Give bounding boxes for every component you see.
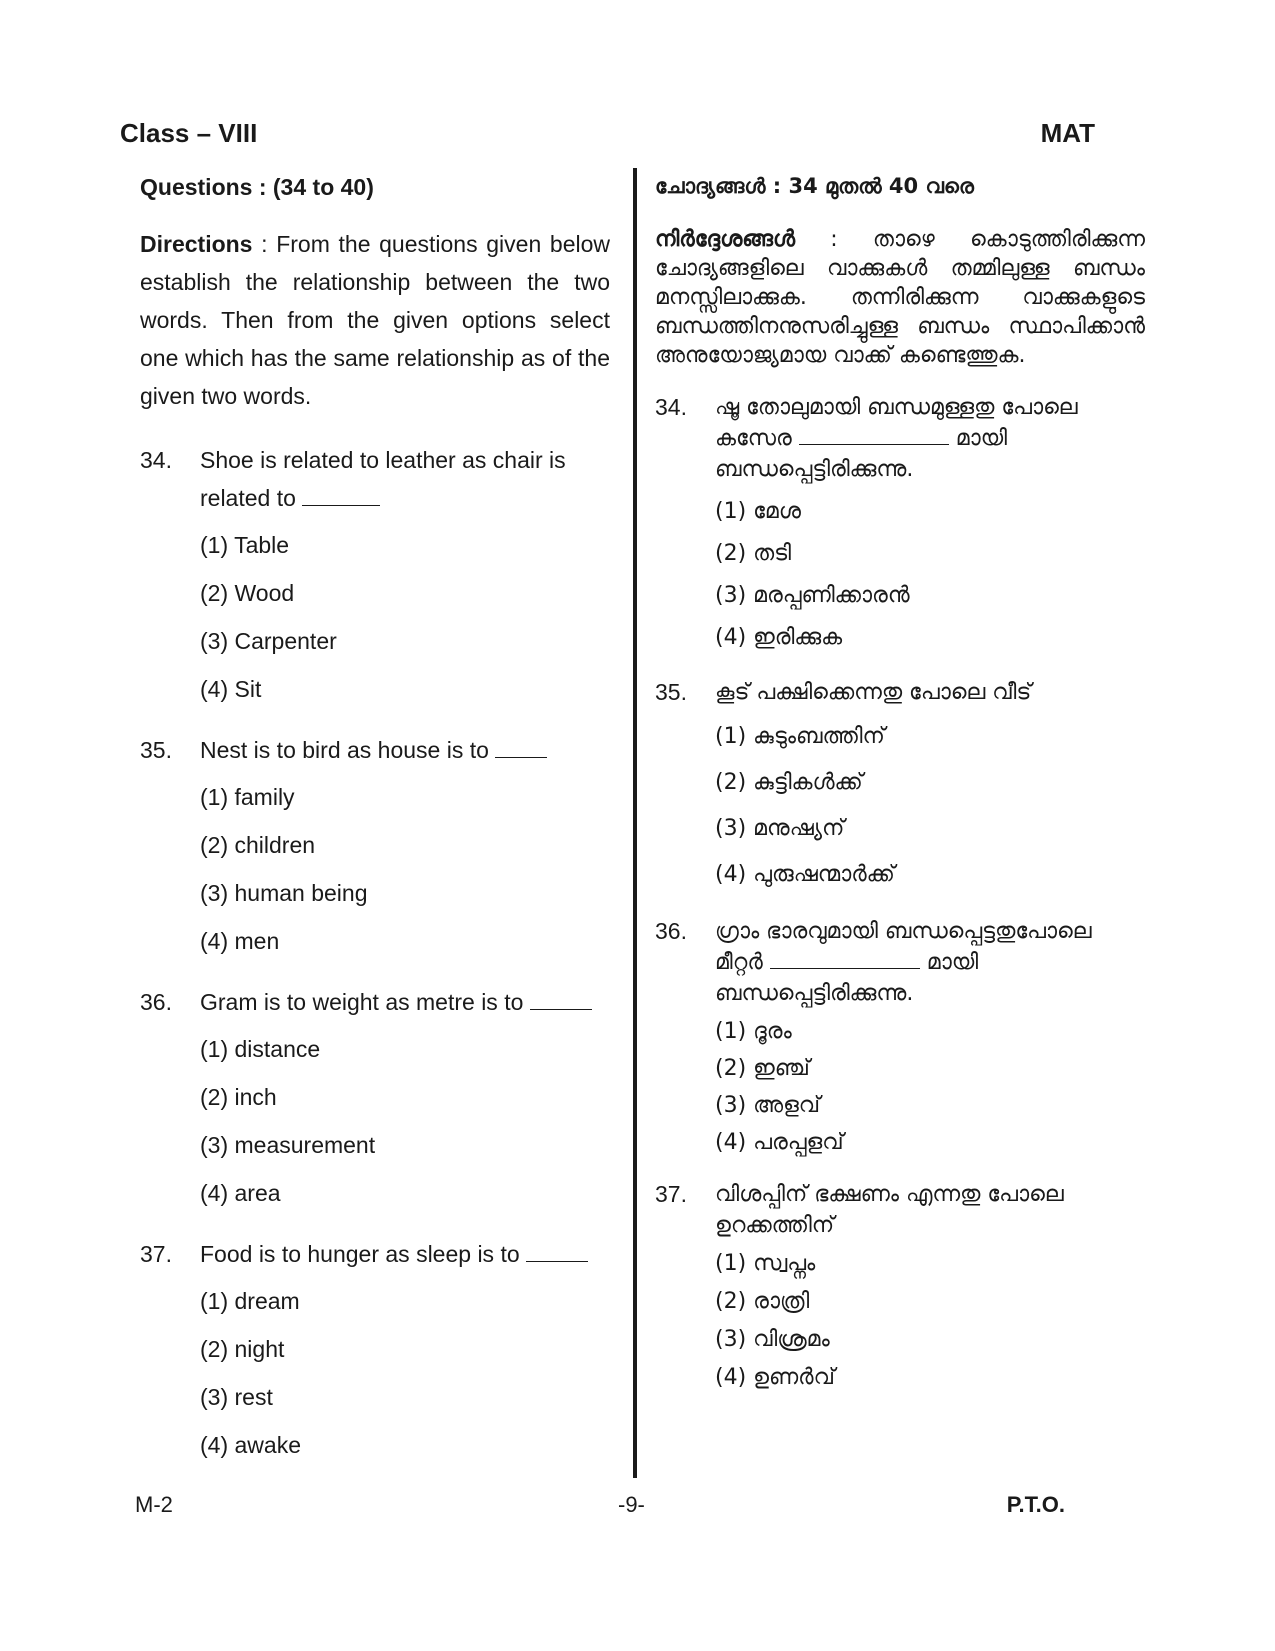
question-text: Gram is to weight as metre is to <box>200 989 524 1015</box>
question-number: 35. <box>655 679 687 705</box>
page-number: -9- <box>618 1492 645 1517</box>
option: (3) measurement <box>200 1132 376 1158</box>
directions <box>140 225 610 415</box>
option: (4) പുരുഷന്മാർക്ക് <box>715 862 895 887</box>
answer-blank <box>799 443 949 445</box>
column-divider <box>633 168 637 1478</box>
question-number: 35. <box>140 737 172 763</box>
question-number: 37. <box>140 1241 172 1267</box>
directions-text-ml: : താഴെ കൊടുത്തിരിക്കുന്ന ചോദ്യങ്ങളിലെ വാക്കുകൾ തമ്മിലുള്ള ബന്ധം മനസ്സിലാക്കുക. തന്നിരിക്കുന്ന വാക്കുകളുടെ ബന്ധത്തിനനുസരിച്ചുള്ള ബന്ധം സ്ഥാപിക്കാൻ അനുയോജ്യമായ വാക്ക് കണ്ടെത്തുക. <box>655 227 1145 368</box>
option: (1) dream <box>200 1288 300 1314</box>
option: (3) വിശ്രമം <box>715 1327 830 1352</box>
paper-code: M-2 <box>135 1492 173 1517</box>
option: (2) inch <box>200 1084 277 1110</box>
option: (4) Sit <box>200 676 262 702</box>
option: (3) മനുഷ്യന് <box>715 816 845 841</box>
option: (3) rest <box>200 1384 273 1410</box>
option: (4) awake <box>200 1432 301 1458</box>
question-text: ഗ്രാം ഭാരവുമായി ബന്ധപ്പെട്ടതുപോലെ മീറ്റർ <box>715 919 1092 975</box>
option: (1) മേശ <box>715 499 801 524</box>
option: (1) കുടുംബത്തിന് <box>715 724 885 749</box>
class-label: Class – VIII <box>120 118 258 148</box>
question-36 <box>140 983 610 1217</box>
option: (2) night <box>200 1336 285 1362</box>
pto-label: P.T.O. <box>1006 1492 1065 1517</box>
option: (1) Table <box>200 532 290 558</box>
question-text: ഷൂ തോലുമായി ബന്ധമുള്ളതു പോലെ കസേര <box>715 395 1078 451</box>
directions-label-ml: നിർദ്ദേശങ്ങൾ <box>655 227 796 252</box>
option: (3) മരപ്പണിക്കാരൻ <box>715 583 910 608</box>
question-text: Food is to hunger as sleep is to <box>200 1241 520 1267</box>
question-34-ml <box>655 392 1145 659</box>
option: (1) ദൂരം <box>715 1019 792 1044</box>
question-text: Shoe is related to leather as chair is related to <box>200 447 566 511</box>
english-column <box>140 160 610 1469</box>
question-text: വിശപ്പിന് ഭക്ഷണം എന്നതു പോലെ ഉറക്കത്തിന് <box>715 1182 1064 1238</box>
questions-heading: Questions : (34 to 40) <box>140 174 374 200</box>
question-35-ml <box>655 677 1145 898</box>
answer-blank <box>526 1260 588 1262</box>
answer-blank <box>770 967 920 969</box>
option: (2) തടി <box>715 541 791 566</box>
directions-label: Directions <box>140 231 253 257</box>
question-36-ml <box>655 916 1145 1161</box>
directions-text: : From the questions given below establish the relationship between the two words. Then from the given options select one which has the same relationship as of the given two words. <box>140 231 610 409</box>
option: (4) പരപ്പളവ് <box>715 1130 844 1155</box>
option: (2) രാത്രി <box>715 1289 810 1314</box>
question-37 <box>140 1235 610 1469</box>
option: (3) human being <box>200 880 368 906</box>
directions-ml <box>655 225 1145 370</box>
option: (1) family <box>200 784 295 810</box>
option: (2) Wood <box>200 580 295 606</box>
question-37-ml <box>655 1179 1145 1397</box>
option: (2) കുട്ടികൾക്ക് <box>715 770 863 795</box>
question-number: 36. <box>655 918 687 944</box>
option: (4) men <box>200 928 280 954</box>
question-text: കൂട് പക്ഷിക്കെന്നതു പോലെ വീട് <box>715 680 1032 705</box>
option: (3) Carpenter <box>200 628 337 654</box>
malayalam-column <box>655 160 1145 1397</box>
option: (4) area <box>200 1180 281 1206</box>
answer-blank <box>530 1008 592 1010</box>
answer-blank <box>302 504 380 506</box>
question-number: 36. <box>140 989 172 1015</box>
question-number: 37. <box>655 1181 687 1207</box>
answer-blank <box>495 756 547 758</box>
question-text-cont: മായി ബന്ധപ്പെട്ടിരിക്കുന്നു. <box>715 426 1008 482</box>
questions-heading-ml: ചോദ്യങ്ങൾ : 34 മുതൽ 40 വരെ <box>655 174 974 198</box>
option: (1) സ്വപ്നം <box>715 1251 816 1276</box>
option: (1) distance <box>200 1036 321 1062</box>
option: (3) അളവ് <box>715 1093 821 1118</box>
option: (2) children <box>200 832 316 858</box>
question-text-cont: മായി ബന്ധപ്പെട്ടിരിക്കുന്നു. <box>715 950 979 1006</box>
question-number: 34. <box>655 394 687 420</box>
question-34 <box>140 441 610 713</box>
subject-label: MAT <box>1040 118 1095 148</box>
option: (4) ഉണർവ് <box>715 1365 835 1390</box>
option: (2) ഇഞ്ച് <box>715 1056 810 1081</box>
question-35 <box>140 731 610 965</box>
option: (4) ഇരിക്കുക <box>715 625 843 650</box>
question-text: Nest is to bird as house is to <box>200 737 489 763</box>
question-number: 34. <box>140 447 172 473</box>
